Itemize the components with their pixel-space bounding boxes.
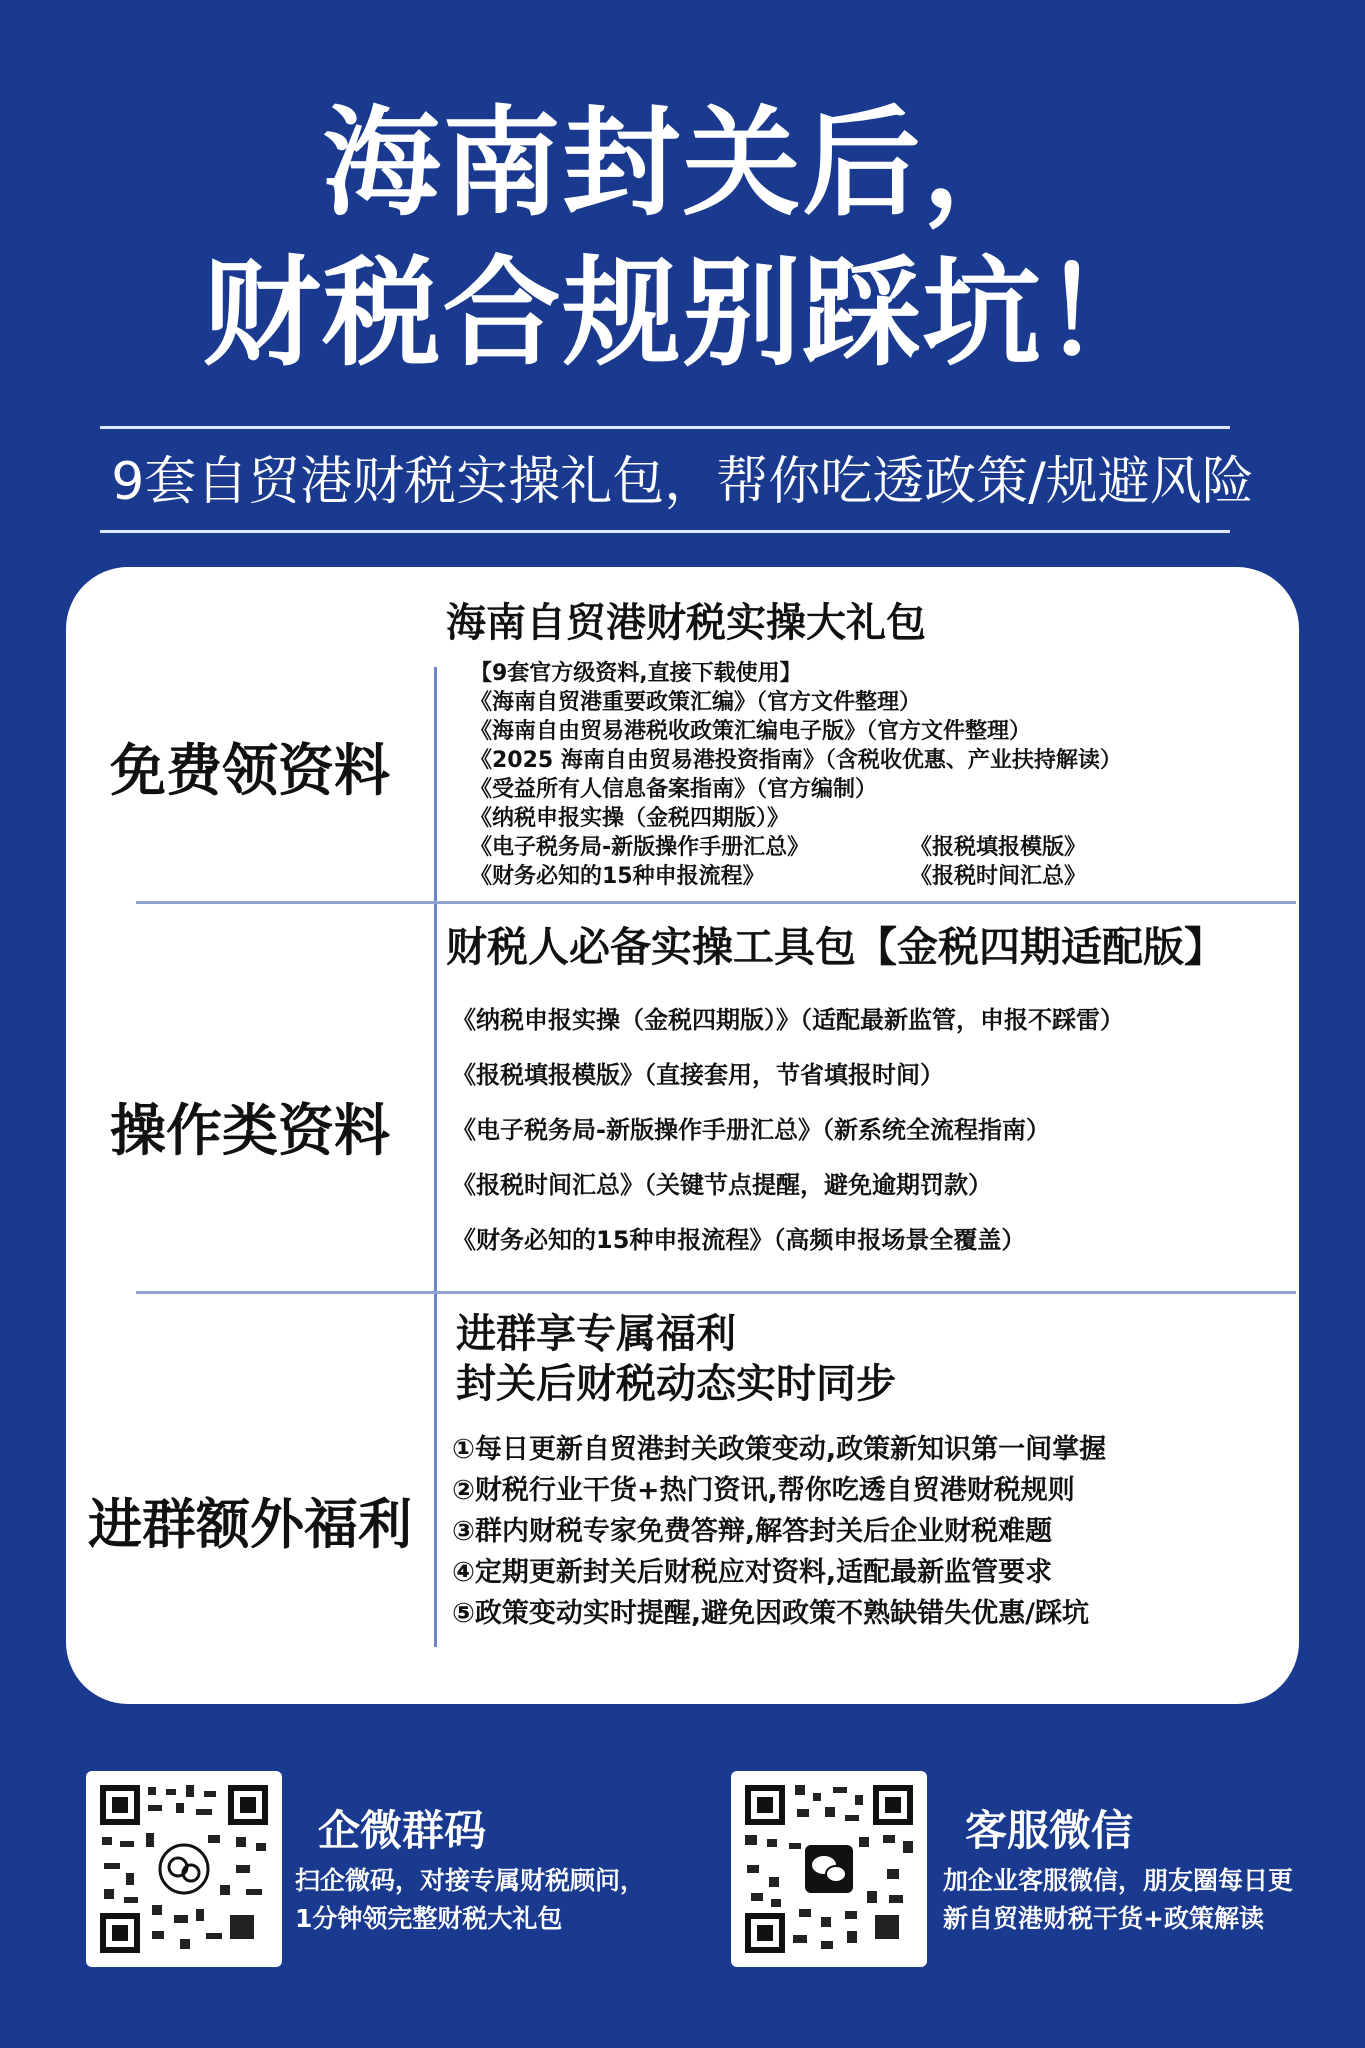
list-item: 《电子税务局-新版操作手册汇总》（新系统全流程指南） xyxy=(452,1116,1050,1144)
wecom-desc-line2: 1分钟领完整财税大礼包 xyxy=(295,1904,563,1933)
section-operation-title: 财税人必备实操工具包【金税四期适配版】 xyxy=(446,923,1225,971)
list-item-pair xyxy=(470,833,1122,862)
list-item: ④定期更新封关后财税应对资料,适配最新监管要求 xyxy=(452,1557,1053,1588)
section-benefit-label: 进群额外福利 xyxy=(88,1493,412,1556)
wechat-title: 客服微信 xyxy=(965,1806,1134,1855)
list-item: 《报税时间汇总》 xyxy=(910,864,1087,889)
subtitle-bottom-rule xyxy=(100,530,1230,533)
headline-line1: 海南封关后， xyxy=(322,94,1043,232)
list-item: 《受益所有人信息备案指南》（官方编制） xyxy=(470,777,878,802)
subtitle: 9套自贸港财税实操礼包，帮你吃透政策/规避风险 xyxy=(111,452,1254,512)
section-operation-label: 操作类资料 xyxy=(110,1099,390,1164)
qr-pattern xyxy=(96,1781,272,1957)
wecom-description xyxy=(295,1862,645,1938)
section-operation-list xyxy=(452,993,1124,1268)
list-item: 【9套官方级资料,直接下载使用】 xyxy=(470,661,802,686)
wecom-desc-line1: 扫企微码，对接专属财税顾问， xyxy=(295,1866,646,1895)
list-item: 《纳税申报实操（金税四期版）》（适配最新监管，申报不踩雷） xyxy=(452,1006,1124,1034)
wechat-qr-code[interactable] xyxy=(731,1771,927,1967)
wecom-title: 企微群码 xyxy=(318,1806,487,1855)
list-item: ⑤政策变动实时提醒,避免因政策不熟缺错失优惠/踩坑 xyxy=(452,1598,1089,1629)
qr-pattern xyxy=(741,1781,917,1957)
section-free-list xyxy=(470,659,1122,891)
wechat-description xyxy=(943,1862,1293,1938)
vertical-divider xyxy=(434,667,437,1647)
section-benefit-title2: 封关后财税动态实时同步 xyxy=(456,1361,896,1407)
wechat-desc-line2: 新自贸港财税干货+政策解读 xyxy=(943,1904,1264,1933)
headline xyxy=(0,88,1365,388)
list-item-pair xyxy=(470,862,1122,891)
list-item: 《报税填报模版》 xyxy=(910,835,1087,860)
list-item: ③群内财税专家免费答辩,解答封关后企业财税难题 xyxy=(452,1516,1053,1547)
section-benefit-titles xyxy=(456,1309,896,1409)
list-item: 《报税填报模版》（直接套用，节省填报时间） xyxy=(452,1061,944,1089)
list-item: ②财税行业干货+热门资讯,帮你吃透自贸港财税规则 xyxy=(452,1475,1075,1506)
wecom-qr-code[interactable] xyxy=(86,1771,282,1967)
subtitle-top-rule xyxy=(100,426,1230,429)
section-free-label: 免费领资料 xyxy=(110,739,390,804)
list-item: 《海南自由贸易港税收政策汇编电子版》（官方文件整理） xyxy=(470,719,1032,744)
list-item: 《财务必知的15种申报流程》（高频申报场景全覆盖） xyxy=(452,1226,1026,1254)
section-benefit-list xyxy=(452,1429,1106,1634)
list-item: ①每日更新自贸港封关政策变动,政策新知识第一间掌握 xyxy=(452,1434,1107,1465)
card-title: 海南自贸港财税实操大礼包 xyxy=(446,600,926,646)
list-item: 《纳税申报实操（金税四期版）》 xyxy=(470,806,790,831)
list-item: 《电子税务局-新版操作手册汇总》 xyxy=(470,835,810,860)
list-item: 《海南自贸港重要政策汇编》（官方文件整理） xyxy=(470,690,922,715)
list-item: 《财务必知的15种申报流程》 xyxy=(470,864,765,889)
section-benefit-title1: 进群享专属福利 xyxy=(456,1311,736,1357)
wechat-desc-line1: 加企业客服微信，朋友圈每日更 xyxy=(943,1866,1294,1895)
list-item: 《报税时间汇总》（关键节点提醒，避免逾期罚款） xyxy=(452,1171,992,1199)
gift-pack-card xyxy=(66,567,1299,1704)
section-divider-1 xyxy=(136,901,1296,904)
headline-line2: 财税合规别踩坑！ xyxy=(202,244,1163,382)
list-item: 《2025 海南自由贸易港投资指南》（含税收优惠、产业扶持解读） xyxy=(470,748,1122,773)
section-divider-2 xyxy=(136,1291,1296,1294)
